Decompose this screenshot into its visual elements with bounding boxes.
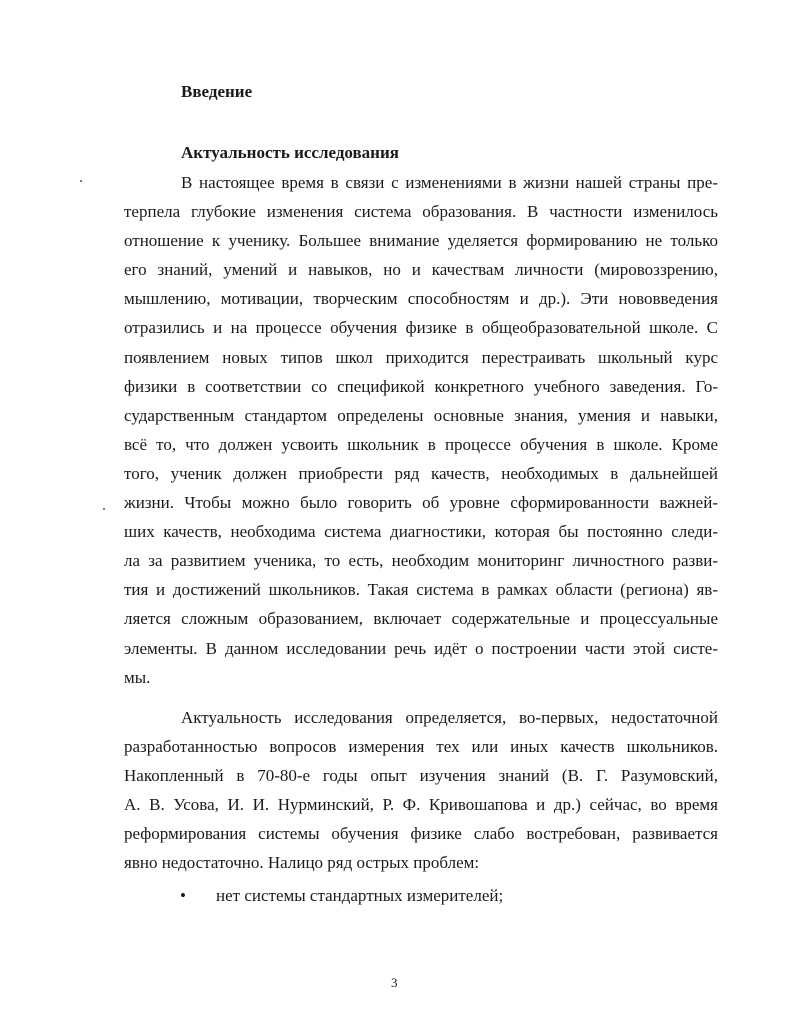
text-line: ляется сложным образованием, включает содержательные и процессуальные: [124, 609, 718, 629]
text-line: тия и достижений школьников. Такая система в рамках области (региона) яв-: [124, 580, 718, 600]
section-heading-intro: Введение: [181, 82, 253, 101]
text-line: того, ученик должен приобрести ряд качеств, необходимых в дальнейшей: [124, 463, 718, 483]
text-line: Накопленный в 70-80-е годы опыт изучения знаний (В. Г. Разумовский,: [124, 766, 718, 786]
paragraph-2: [124, 703, 718, 878]
scan-speck: [103, 508, 105, 510]
text-line: отразились и на процессе обучения физике в общеобразовательной школе. С: [124, 318, 718, 338]
text-line: мышлению, мотивации, творческим способностям и др.). Эти нововведения: [124, 289, 718, 309]
text-line: ла за развитием ученика, то есть, необходим мониторинг личностного разви-: [124, 551, 718, 571]
subsection-heading-relevance: Актуальность исследования: [181, 143, 399, 162]
text-line: его знаний, умений и навыков, но и качествам личности (мировоззрению,: [124, 260, 718, 280]
text-line: жизни. Чтобы можно было говорить об уровне сформированности важней-: [124, 493, 718, 513]
bullet-list-item: [180, 886, 503, 906]
text-line: явно недостаточно. Налицо ряд острых проблем:: [124, 853, 480, 873]
text-line: появлением новых типов школ приходится перестраивать школьный курс: [124, 347, 718, 367]
scan-speck: [80, 180, 82, 182]
text-line: В настоящее время в связи с изменениями в жизни нашей страны пре-: [181, 173, 718, 192]
bullet-item-text: нет системы стандартных измерителей;: [216, 886, 504, 905]
text-line: отношение к ученику. Большее внимание уделяется формированию не только: [124, 231, 718, 251]
text-line: всё то, что должен усвоить школьник в процессе обучения в школе. Кроме: [124, 434, 718, 454]
text-line: разработанностью вопросов измерения тех или иных качеств школьников.: [124, 737, 718, 757]
text-line: физики в соответствии со спецификой конкретного учебного заведения. Го-: [124, 376, 718, 396]
text-line: элементы. В данном исследовании речь идёт о построении части этой систе-: [124, 638, 718, 658]
text-line: сударственным стандартом определены основные знания, умения и навыки,: [124, 405, 718, 425]
text-line: ших качеств, необходима система диагностики, которая бы постоянно следи-: [124, 522, 718, 542]
text-line: терпела глубокие изменения система образования. В частности изменилось: [124, 202, 718, 222]
text-line: А. В. Усова, И. И. Нурминский, Р. Ф. Кривошапова и др.) сейчас, во время: [124, 795, 718, 815]
page-number: 3: [391, 975, 398, 990]
text-line: мы.: [124, 667, 151, 687]
bullet-marker: •: [180, 886, 186, 905]
paragraph-1: [124, 168, 718, 692]
text-line: Актуальность исследования определяется, во-первых, недостаточной: [181, 708, 718, 727]
text-line: реформирования системы обучения физике слабо востребован, развивается: [124, 824, 718, 844]
